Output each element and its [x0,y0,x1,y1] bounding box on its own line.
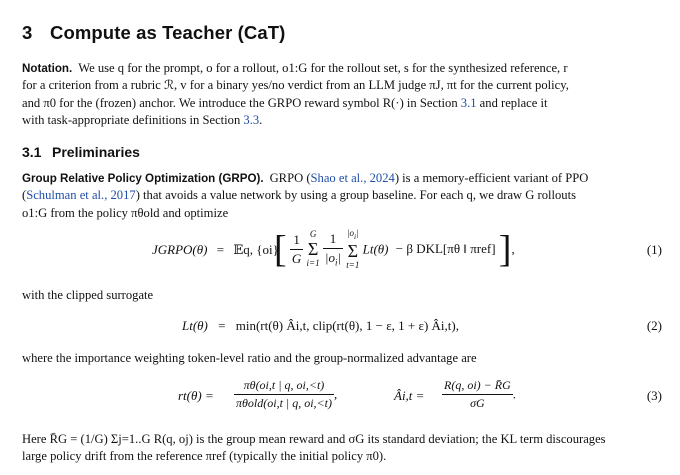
notation-line-1: We use q for the prompt, o for a rollout, o1:G for the rollout set, s for the synthesized reference, r [78,61,568,75]
eq1-sum-i: G Σ i=1 [306,229,320,269]
notation-line-3: and π0 for the (frozen) anchor. We introduce the GRPO reward symbol R(·) in Section [22,95,461,110]
section-3-3-link[interactable]: 3.3 [243,113,260,128]
eq1-frac-1-over-g: $\frac{1}{G}$ [291,231,302,266]
notation-line-3-end: and replace it [476,95,548,110]
grpo-label: Group Relative Policy Optimization (GRPO). [22,172,264,185]
grpo-line-2-open: ( [22,188,27,203]
grpo-line-3: o1:G from the policy πθold and optimize [22,205,229,220]
schulman-citation-link[interactable]: Schulman et al., 2017 [26,188,136,203]
eq2-lhs: Lt(θ) [182,318,208,333]
eq3-advantage-lhs: Âi,t = [394,388,425,403]
closing-line-1: Here R̄G = (1/G) Σj=1..G R(q, oj) is the group mean reward and σG its standard deviation; the KL term discourages [22,432,606,446]
eq1-frac-1-over-oi: $\frac{1}{|o_i|}$ [324,231,342,268]
eq3-advantage-denominator: σG [470,396,485,410]
eq3-ratio-numerator: πθ(oi,t | q, oi,<t) [234,378,334,395]
subsection-heading [22,144,140,160]
notation-paragraph [22,60,660,130]
eq1-lt: Lt(θ) [362,241,389,257]
grpo-line-1-end: ) is a memory-efficient variant of PPO [394,171,589,185]
notation-line-2: for a criterion from a rubric ℛ, v for a binary yes/no verdict from an LLM judge πJ, πt for the current policy, [22,78,569,93]
subsection-number: 3.1 [22,144,42,160]
eq1-expectation: 𝔼q, {oi} [233,242,279,257]
section-3-1-link[interactable]: 3.1 [460,95,477,110]
closing-paragraph [22,431,660,466]
section-number: 3 [22,22,33,43]
shao-citation-link[interactable]: Shao et al., 2024 [310,171,395,185]
eq3-number: (3) [646,388,662,403]
eq2-rhs: min(rt(θ) Âi,t, clip(rt(θ), 1 − ε, 1 + ε) Âi,t), [235,318,459,333]
eq1-number: (1) [646,242,662,257]
clipped-surrogate-text: with the clipped surrogate [22,288,154,302]
notation-line-4: with task-appropriate definitions in Section [22,113,244,128]
grpo-line-1: GRPO ( [269,171,311,185]
grpo-line-2: ) that avoids a value network by using a group baseline. For each q, we draw G rollouts [135,188,577,203]
eq3-ratio-lhs: rt(θ) = [178,388,214,403]
equation-2: Lt(θ) = min(rt(θ) Âi,t, clip(rt(θ), 1 − ε, 1 + ε) Âi,t), (2) [182,318,662,333]
eq3-ratio-frac [234,378,334,411]
equation-1: JGRPO(θ) = 𝔼q, {oi} [ $\frac{1}{G}$ G Σ i=1 $\frac{1}{|o_i|}$ $|o_i|$ Σ t=1 Lt(θ) − β DKL[πθ ‖ πref] ], (1) [152,228,662,271]
eq1-sum-t: $|o_i|$ Σ t=1 [346,228,360,270]
grpo-paragraph [22,170,660,222]
section-title: Compute as Teacher (CaT) [50,22,286,43]
eq3-advantage-frac [442,378,513,411]
ratio-advantage-text: where the importance weighting token-level ratio and the group-normalized advantage are [22,351,477,365]
eq1-lhs: JGRPO(θ) [152,242,208,257]
eq3-ratio-denominator: πθold(oi,t | q, oi,<t) [236,396,332,410]
notation-label: Notation. [22,62,73,75]
subsection-title: Preliminaries [52,144,140,160]
eq2-number: (2) [646,318,662,333]
section-heading [22,22,285,44]
closing-line-2: large policy drift from the reference πref (typically the initial policy π0). [22,449,387,464]
equation-3: rt(θ) = $\frac{\pi\theta(oi,t | q, oi,<t)}{\text{πθold(oi,t | q, oi,<t)}}$ , Âi,t = $\frac{R(q, oi) - R̄G}{\sigma G}$ . (3) [178,378,662,410]
eq3-advantage-numerator: R(q, oi) − R̄G [442,378,513,395]
eq1-kl-term: − β DKL[πθ ‖ πref] [395,241,496,257]
notation-line-4-end: . [259,113,263,128]
